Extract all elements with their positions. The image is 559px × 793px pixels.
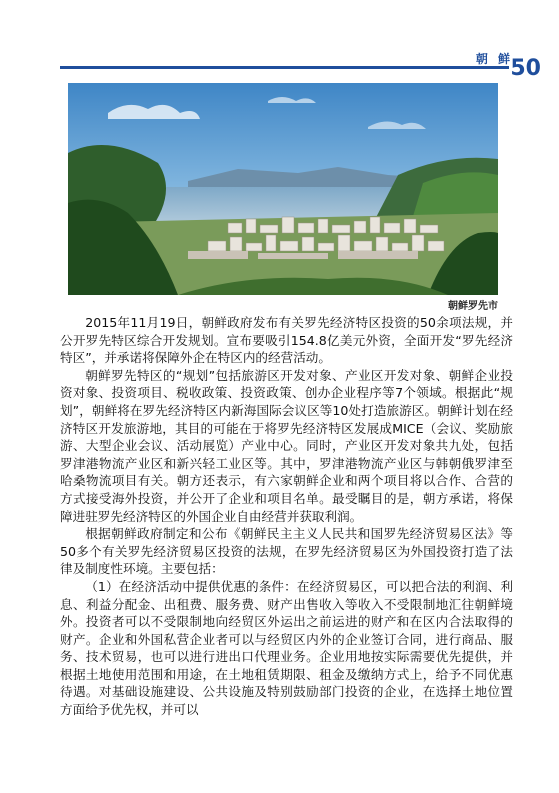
- photo-caption: 朝鲜罗先市: [448, 301, 498, 312]
- page-number: 50: [510, 56, 541, 81]
- header-rule: [60, 66, 509, 69]
- article-body: [60, 314, 513, 719]
- section-title: 朝 鲜: [475, 52, 513, 66]
- paragraph: 根据朝鲜政府制定和公布《朝鲜民主主义人民共和国罗先经济贸易区法》等50多个有关罗先经济贸易区投资的法规，在罗先经济贸易区为外国投资打造了法律及制度性环境。主要包括：: [60, 526, 513, 577]
- paragraph: 朝鲜罗先特区的“规划”包括旅游区开发对象、产业区开发对象、朝鲜企业投资对象、投资项目、税收政策、投资政策、创办企业程序等7个领域。根据此“规划”，朝鲜将在罗先经济特区内新海国际会议区等10处打造旅游区。朝鲜计划在经济特区开发旅游地，其目的可能在于将罗先经济特区发展成MICE（会议、奖励旅游、大型企业会议、活动展览）产业中心。同时，产业区开发对象共九处，包括罗津港物流产业区和新兴轻工业区等。其中，罗津港物流产业区与韩朝俄罗津至哈桑物流项目有关。朝方还表示，有六家朝鲜企业和两个项目将以合作、合营的方式接受海外投资，并公开了企业和项目名单。最受瞩目的是，朝方承诺，将保障进驻罗先经济特区的外国企业自由经营并获取利润。: [60, 367, 513, 524]
- rason-city-photo: [68, 83, 498, 295]
- paragraph: 2015年11月19日，朝鲜政府发布有关罗先经济特区投资的50余项法规，并公开罗先特区综合开发规划。宣布要吸引154.8亿美元外资，全面开发“罗先经济特区”，并承诺将保障外企在特区内的经营活动。: [60, 315, 513, 366]
- paragraph: （1）在经济活动中提供优惠的条件：在经济贸易区，可以把合法的利润、利息、利益分配金、出租费、服务费、财产出售收入等收入不受限制地汇往朝鲜境外。投资者可以不受限制地向经贸区外运出之前运进的财产和在区内合法取得的财产。企业和外国私营企业者可以与经贸区内外的企业签订合同，进行商品、服务、技术贸易，也可以进行进出口代理业务。企业用地按实际需要优先提供，并根据土地使用范围和用途，在土地租赁期限、租金及缴纳方式上，给予不同优惠待遇。对基础设施建设、公共设施及特别鼓励部门投资的企业，在选择土地位置方面给予优先权，并可以: [60, 578, 513, 718]
